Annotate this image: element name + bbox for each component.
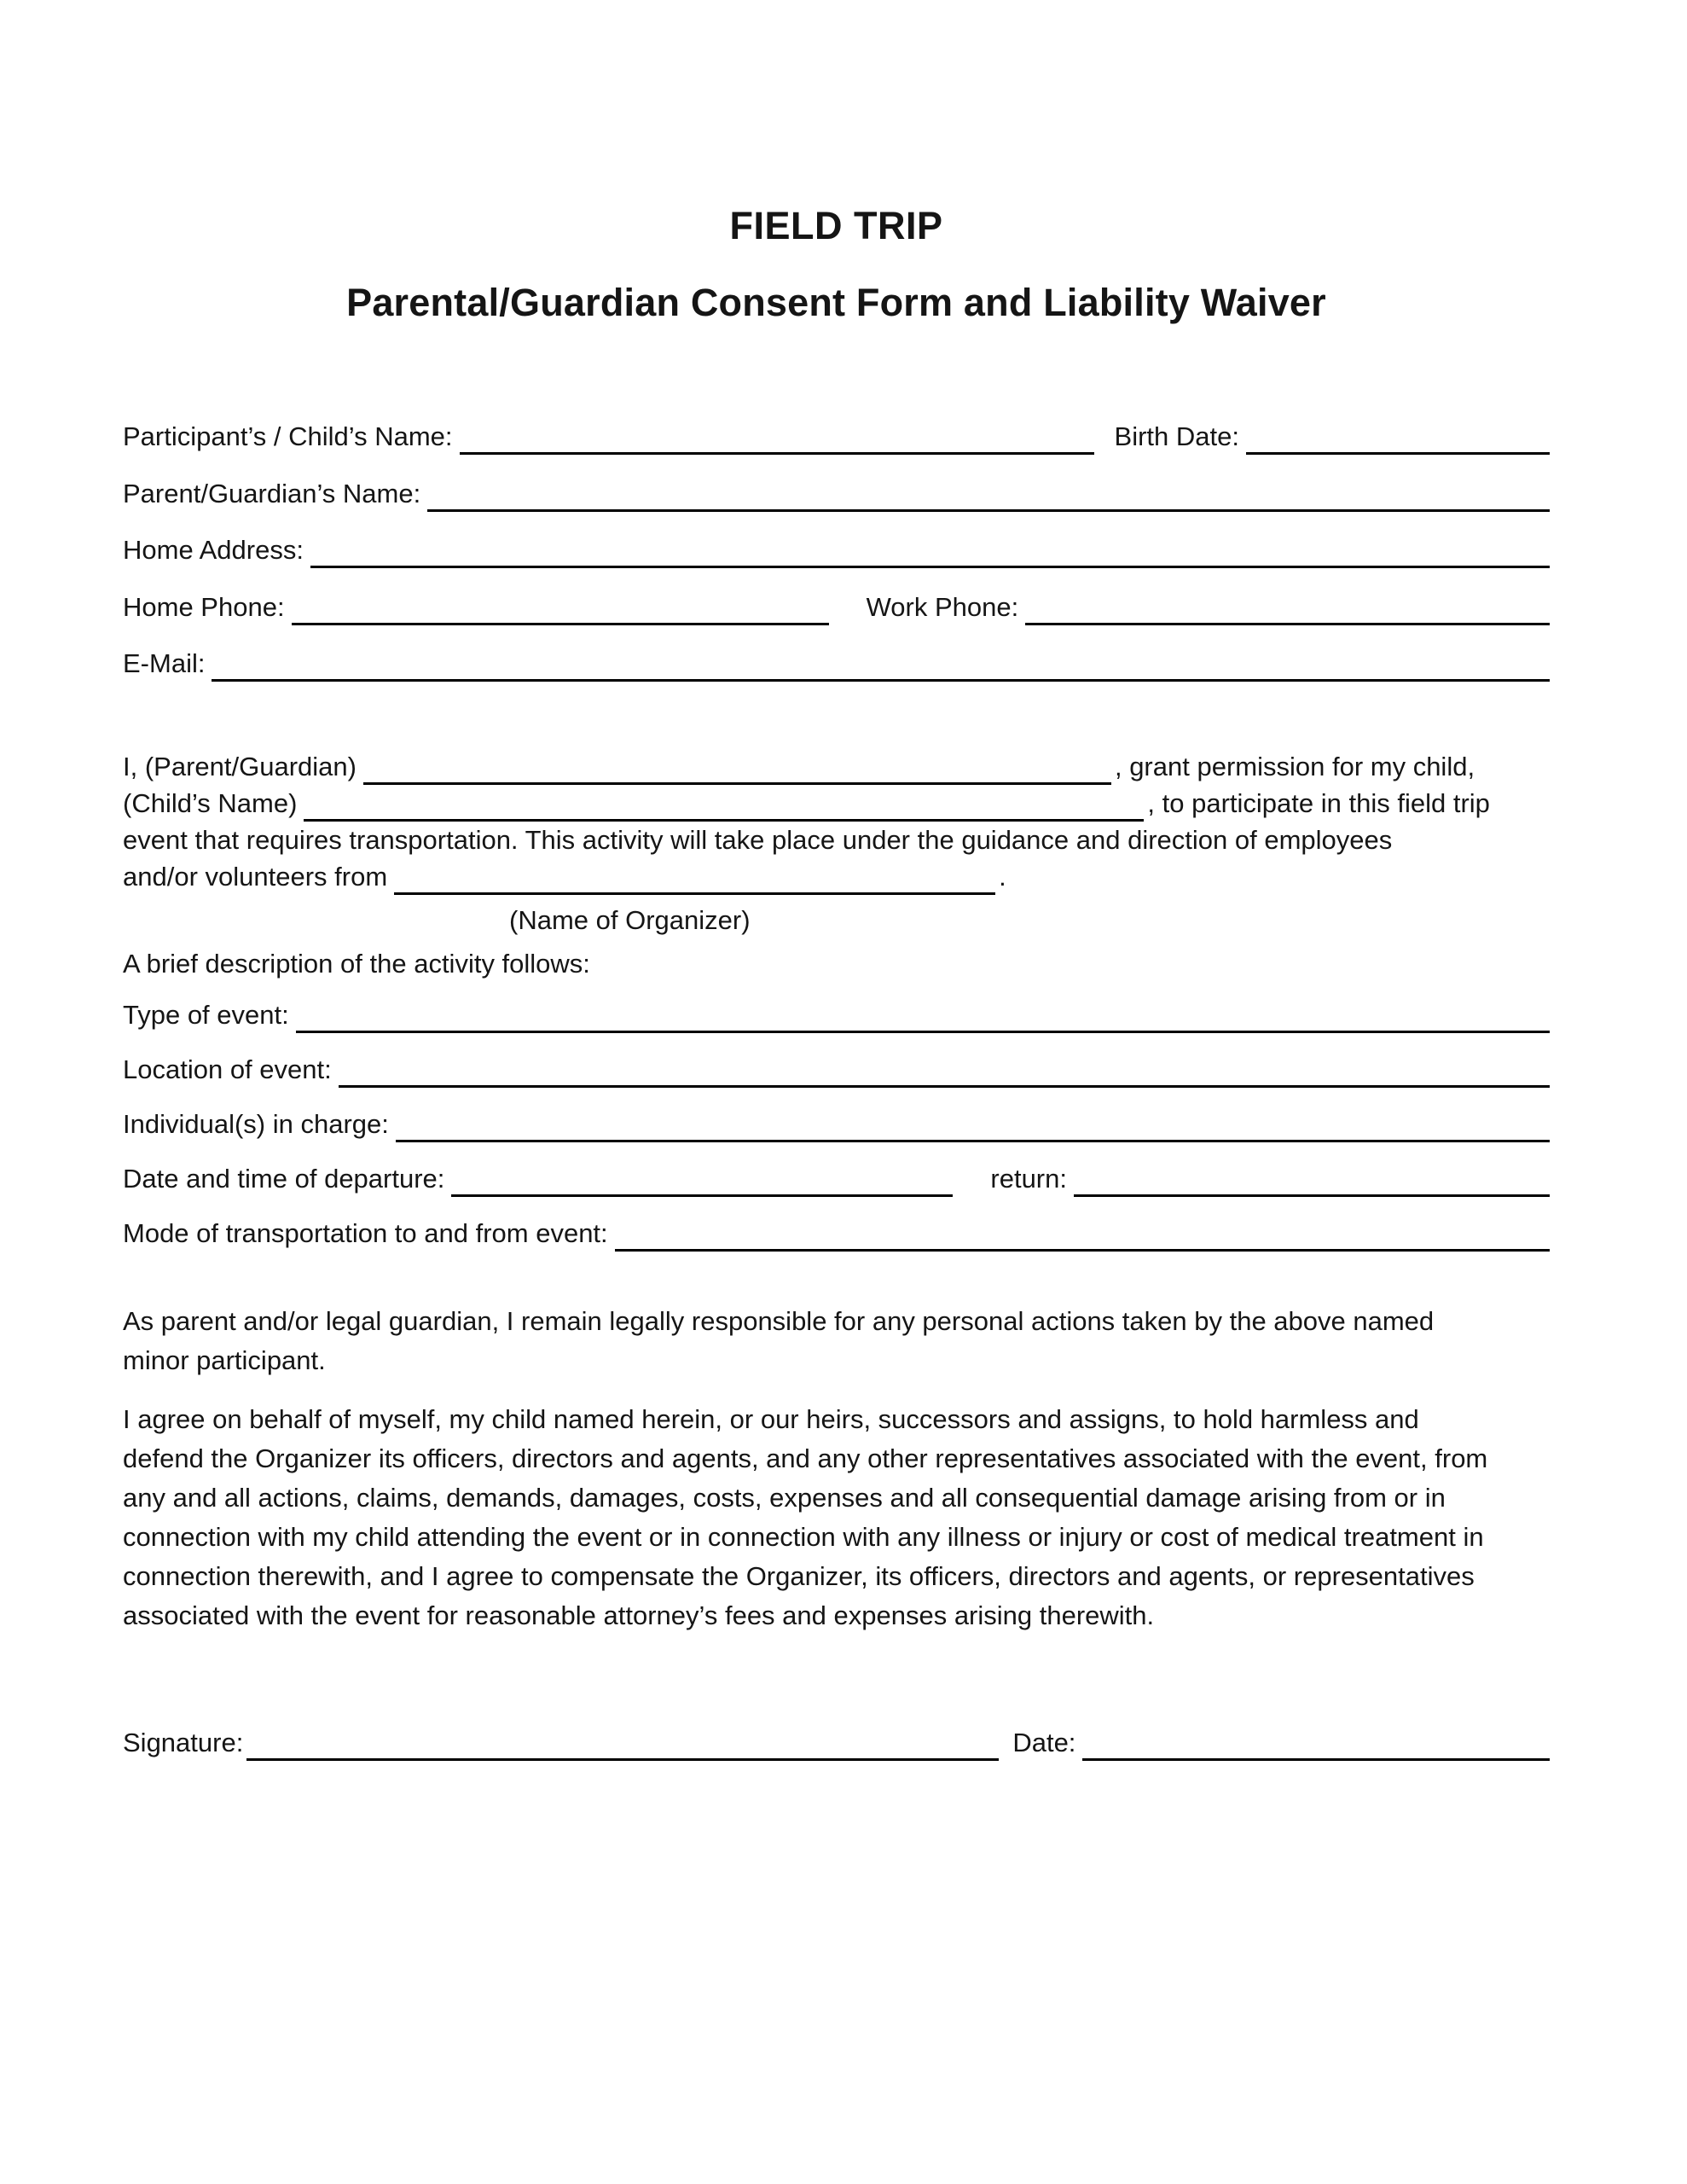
paragraph-line: connection therewith, and I agree to compensate the Organizer, its officers, directors and agents, or representatives <box>123 1561 1475 1591</box>
responsibility-paragraph <box>123 1302 1550 1380</box>
waiver-paragraph <box>123 1400 1550 1635</box>
paragraph-line: any and all actions, claims, demands, damages, costs, expenses and all consequential damage arising from or in <box>123 1483 1446 1513</box>
activity-fields-section <box>123 996 1550 1252</box>
paragraph-line: defend the Organizer its officers, directors and agents, and any other representatives associated with the event, from <box>123 1443 1488 1473</box>
event-type-label: Type of event: <box>123 1000 289 1030</box>
home-phone-label: Home Phone: <box>123 591 285 622</box>
event-type-field[interactable] <box>296 1031 1550 1033</box>
parent-name-label: Parent/Guardian’s Name: <box>123 478 421 508</box>
email-row <box>123 645 1550 682</box>
return-field[interactable] <box>1074 1194 1550 1197</box>
in-charge-label: Individual(s) in charge: <box>123 1109 389 1139</box>
transportation-text: event that requires transportation. This activity will take place under the guidance and direction of employees <box>123 825 1393 855</box>
transport-row <box>123 1215 1550 1252</box>
contact-fields-section <box>123 418 1550 682</box>
permission-line-2 <box>123 785 1550 822</box>
sentence-period: . <box>999 862 1006 892</box>
paragraph-line: As parent and/or legal guardian, I remain legally responsible for any personal actions taken by the above named <box>123 1306 1435 1336</box>
form-subtitle: Parental/Guardian Consent Form and Liability Waiver <box>346 281 1326 324</box>
child-name-field[interactable] <box>304 819 1144 822</box>
permission-line-4 <box>123 858 1550 895</box>
participate-text: , to participate in this field trip <box>1147 788 1490 818</box>
child-name-prefix: (Child’s Name) <box>123 788 298 818</box>
departure-label: Date and time of departure: <box>123 1164 445 1194</box>
event-location-label: Location of event: <box>123 1054 332 1084</box>
birth-date-label: Birth Date: <box>1114 421 1239 451</box>
email-label: E-Mail: <box>123 648 206 678</box>
paragraph-line: associated with the event for reasonable attorney’s fees and expenses arising therewith. <box>123 1600 1155 1630</box>
organizer-caption: (Name of Organizer) <box>509 905 751 935</box>
event-location-row <box>123 1051 1550 1088</box>
birth-date-field[interactable] <box>1246 452 1550 455</box>
paragraph-line: I agree on behalf of myself, my child named herein, or our heirs, successors and assigns, to hold harmless and <box>123 1404 1419 1434</box>
participant-name-field[interactable] <box>460 452 1094 455</box>
in-charge-field[interactable] <box>396 1140 1550 1142</box>
home-address-field[interactable] <box>310 566 1550 568</box>
departure-field[interactable] <box>451 1194 953 1197</box>
departure-return-row <box>123 1160 1550 1197</box>
work-phone-field[interactable] <box>1025 623 1550 625</box>
permission-statement <box>123 748 1550 938</box>
signature-field[interactable] <box>246 1758 999 1761</box>
date-label: Date: <box>1012 1728 1076 1757</box>
activity-intro: A brief description of the activity follows: <box>123 949 590 979</box>
phones-row <box>123 589 1550 625</box>
transport-label: Mode of transportation to and from event: <box>123 1218 608 1248</box>
organizer-name-field[interactable] <box>394 892 995 895</box>
participant-row <box>123 418 1550 455</box>
form-title: FIELD TRIP <box>729 204 943 247</box>
paragraph-line: connection with my child attending the event or in connection with any illness or injury or cost of medical treatment in <box>123 1522 1484 1552</box>
parent-guardian-name-field[interactable] <box>363 782 1111 785</box>
parent-guardian-prefix: I, (Parent/Guardian) <box>123 752 357 781</box>
volunteers-from-prefix: and/or volunteers from <box>123 862 388 892</box>
date-field[interactable] <box>1082 1758 1550 1761</box>
work-phone-label: Work Phone: <box>866 591 1019 622</box>
parent-name-field[interactable] <box>427 509 1550 512</box>
event-type-row <box>123 996 1550 1033</box>
home-address-label: Home Address: <box>123 535 304 565</box>
parent-name-row <box>123 475 1550 512</box>
email-field[interactable] <box>212 679 1550 682</box>
grant-permission-text: , grant permission for my child, <box>1114 752 1475 781</box>
permission-line-1 <box>123 748 1550 785</box>
in-charge-row <box>123 1106 1550 1142</box>
participant-name-label: Participant’s / Child’s Name: <box>123 421 453 451</box>
home-address-row <box>123 531 1550 568</box>
return-label: return: <box>990 1164 1067 1194</box>
paragraph-line: minor participant. <box>123 1345 326 1375</box>
event-location-field[interactable] <box>339 1085 1550 1088</box>
signature-row <box>123 1724 1550 1761</box>
signature-label: Signature: <box>123 1728 244 1757</box>
home-phone-field[interactable] <box>292 623 829 625</box>
transport-field[interactable] <box>615 1249 1550 1252</box>
permission-line-3 <box>123 822 1550 858</box>
